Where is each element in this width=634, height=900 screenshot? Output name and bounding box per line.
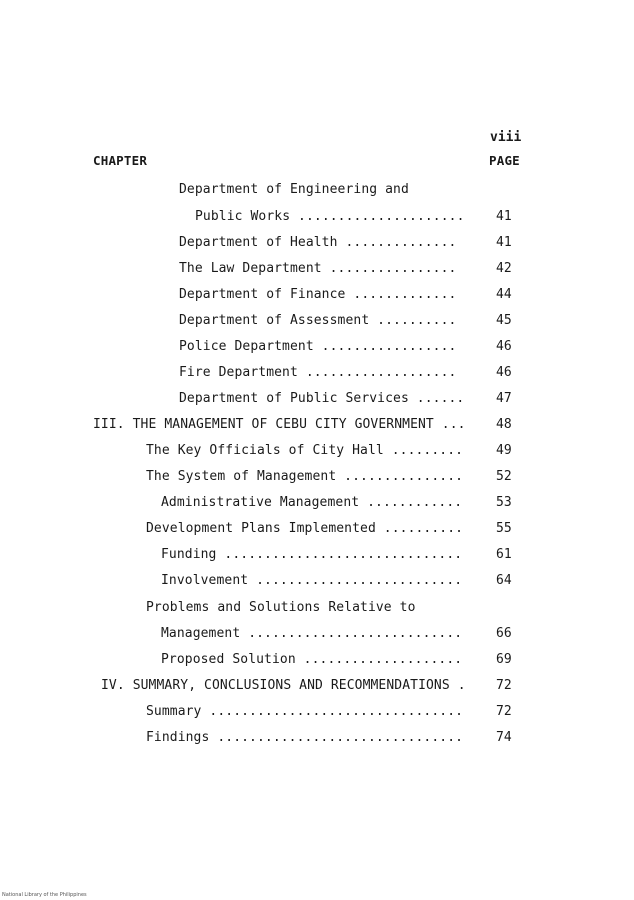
toc-page: 41 <box>496 209 512 224</box>
toc-entry-problems: Problems and Solutions Relative to <box>146 600 416 615</box>
toc-entry-involvement: Involvement .......................... <box>161 573 463 588</box>
toc-entry-public-services: Department of Public Services ...... <box>179 391 465 406</box>
page-number: viii <box>490 130 522 145</box>
toc-page: 47 <box>496 391 512 406</box>
toc-page: 49 <box>496 443 512 458</box>
toc-page: 46 <box>496 365 512 380</box>
toc-page: 66 <box>496 626 512 641</box>
toc-page: 64 <box>496 573 512 588</box>
toc-entry-law: The Law Department ................ <box>179 261 457 276</box>
toc-page: 45 <box>496 313 512 328</box>
toc-entry-fire: Fire Department ................... <box>179 365 457 380</box>
toc-entry-management: Management ........................... <box>161 626 463 641</box>
toc-page: 41 <box>496 235 512 250</box>
toc-entry-police: Police Department ................. <box>179 339 457 354</box>
footer-watermark: National Library of the Philippines <box>2 892 87 898</box>
toc-chapter-iii: III. THE MANAGEMENT OF CEBU CITY GOVERNMENT ... <box>93 417 466 432</box>
toc-entry-assessment: Department of Assessment .......... <box>179 313 457 328</box>
toc-entry-system-management: The System of Management ............... <box>146 469 464 484</box>
toc-entry-health: Department of Health .............. <box>179 235 457 250</box>
toc-page: 72 <box>496 678 512 693</box>
toc-page: 72 <box>496 704 512 719</box>
toc-chapter-iv: IV. SUMMARY, CONCLUSIONS AND RECOMMENDATIONS . <box>101 678 466 693</box>
toc-entry-public-works: Public Works ..................... <box>195 209 465 224</box>
toc-entry-finance: Department of Finance ............. <box>179 287 457 302</box>
page-header: PAGE <box>489 153 520 168</box>
toc-entry-development-plans: Development Plans Implemented .......... <box>146 521 464 536</box>
toc-page: 46 <box>496 339 512 354</box>
toc-page: 44 <box>496 287 512 302</box>
toc-entry-administrative: Administrative Management ............ <box>161 495 463 510</box>
toc-entry-proposed-solution: Proposed Solution .................... <box>161 652 463 667</box>
toc-entry-engineering: Department of Engineering and <box>179 182 409 197</box>
toc-entry-funding: Funding .............................. <box>161 547 463 562</box>
toc-entry-findings: Findings ............................... <box>146 730 464 745</box>
toc-page: 55 <box>496 521 512 536</box>
toc-page: 61 <box>496 547 512 562</box>
toc-page: 74 <box>496 730 512 745</box>
toc-entry-summary: Summary ................................ <box>146 704 464 719</box>
toc-entry-key-officials: The Key Officials of City Hall ......... <box>146 443 464 458</box>
chapter-header: CHAPTER <box>93 153 148 168</box>
toc-page: 69 <box>496 652 512 667</box>
toc-page: 42 <box>496 261 512 276</box>
toc-page: 52 <box>496 469 512 484</box>
toc-page: 48 <box>496 417 512 432</box>
toc-page: 53 <box>496 495 512 510</box>
